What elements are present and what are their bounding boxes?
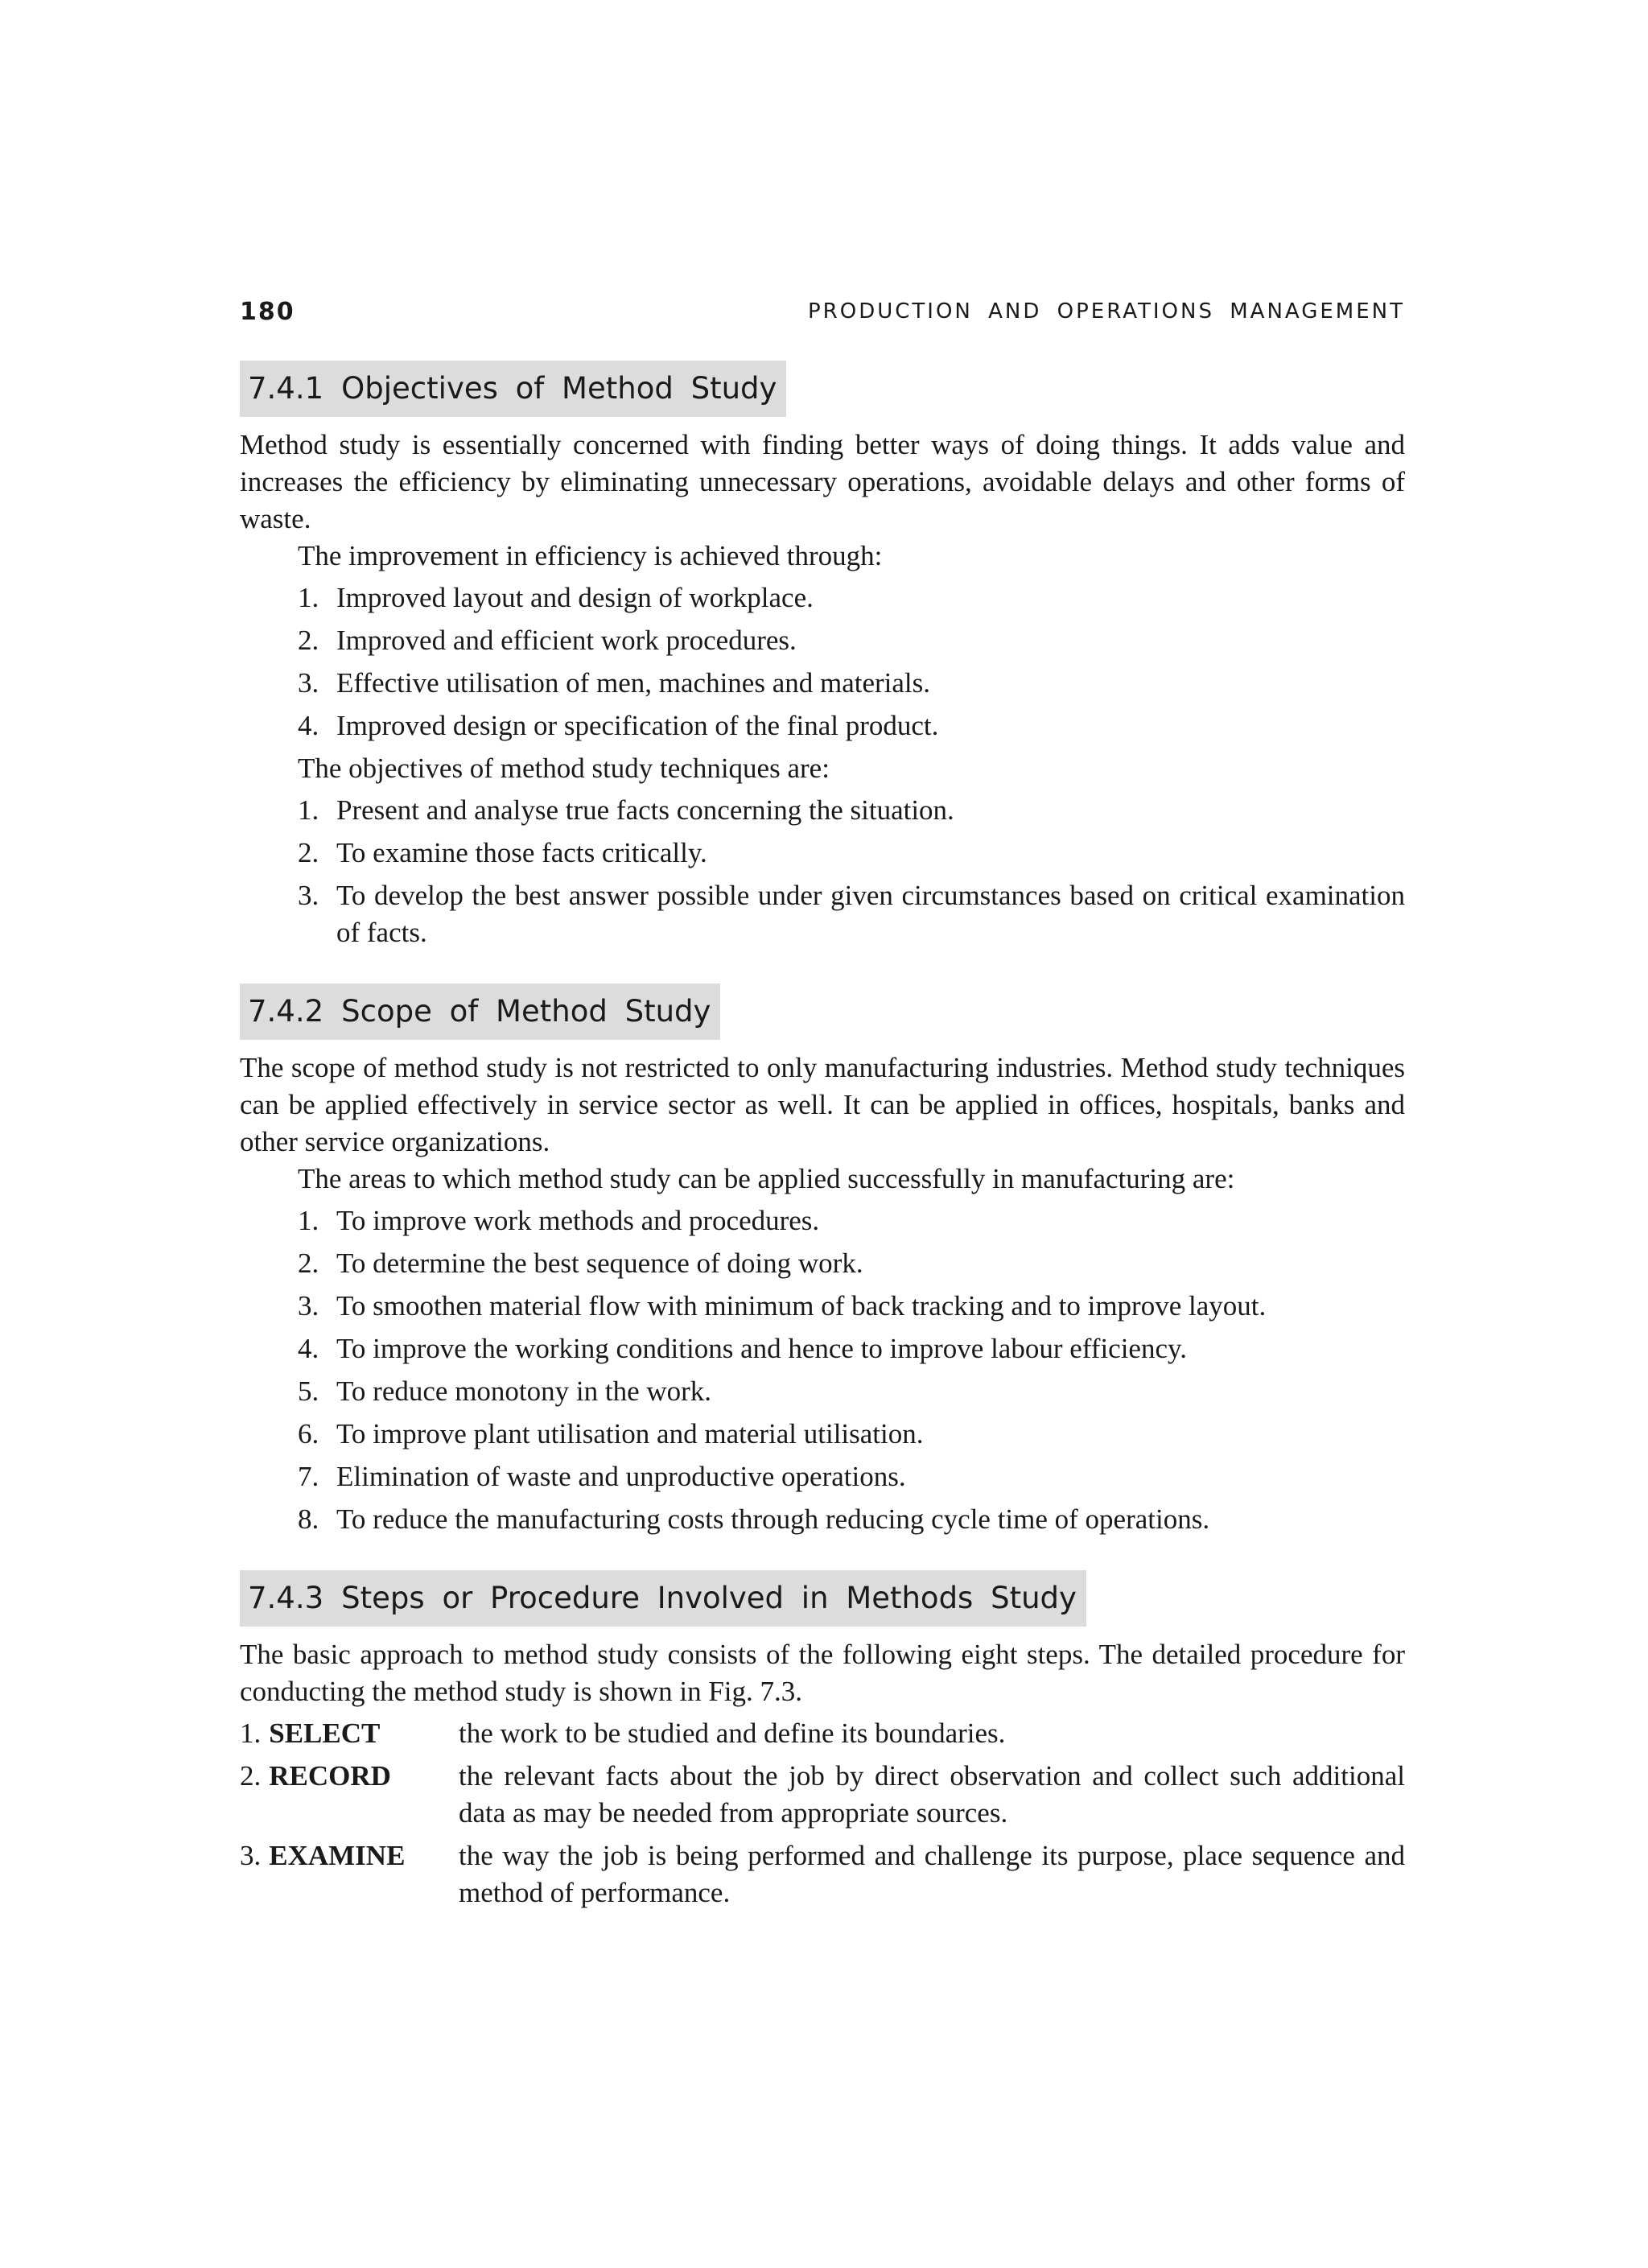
section-paragraph: The basic approach to method study consists of the following eight steps. The detailed procedure for conducting the method study is shown in Fig. 7.3. — [240, 1639, 1405, 1707]
list-item: 2. To determine the best sequence of doing work. — [298, 1247, 863, 1279]
scope-list — [298, 1202, 1405, 1538]
step-text: the relevant facts about the job by direct observation and collect such additional data as may be needed from appropriate sources. — [459, 1760, 1405, 1829]
list-intro: The improvement in efficiency is achieved through: — [298, 540, 883, 571]
improvement-list — [298, 579, 1405, 744]
page-body — [240, 361, 1405, 1917]
section-steps — [240, 1570, 1405, 1911]
section-title: Scope of Method Study — [341, 994, 711, 1029]
list-item: 1. To improve work methods and procedures. — [298, 1205, 820, 1236]
running-header — [240, 298, 1405, 333]
section-number: 7.4.3 — [248, 1581, 324, 1615]
list-item: 1. Present and analyse true facts concerning the situation. — [298, 794, 954, 826]
section-heading — [240, 361, 786, 417]
page-number: 180 — [240, 298, 295, 326]
section-scope — [240, 983, 1405, 1538]
step-number: 2. — [240, 1760, 262, 1792]
section-heading — [240, 983, 720, 1040]
list-intro: The areas to which method study can be applied successfully in manufacturing are: — [298, 1163, 1235, 1194]
section-title: Steps or Procedure Involved in Methods Study — [341, 1581, 1077, 1615]
list-item: 3. To develop the best answer possible under given circumstances based on critical examination of facts. — [298, 880, 1405, 948]
list-item: 3. Effective utilisation of men, machines and materials. — [298, 667, 931, 699]
list-item: 1. Improved layout and design of workplace. — [298, 582, 814, 613]
section-title: Objectives of Method Study — [341, 371, 777, 406]
step-item — [240, 1715, 1405, 1752]
section-number: 7.4.1 — [248, 371, 324, 406]
section-number: 7.4.2 — [248, 994, 324, 1029]
list-item: 8. To reduce the manufacturing costs through reducing cycle time of operations. — [298, 1503, 1210, 1535]
section-paragraph: Method study is essentially concerned with finding better ways of doing things. It adds value and increases the efficiency by eliminating unnecessary operations, avoidable delays and other forms of waste. — [240, 429, 1405, 534]
list-item: 4. Improved design or specification of the final product. — [298, 710, 939, 741]
list-item: 2. To examine those facts critically. — [298, 837, 707, 868]
list-item: 5. To reduce monotony in the work. — [298, 1375, 712, 1407]
list-item: 7. Elimination of waste and unproductive operations. — [298, 1461, 906, 1492]
step-text: the way the job is being performed and challenge its purpose, place sequence and method of performance. — [459, 1840, 1405, 1908]
step-keyword: RECORD — [269, 1760, 391, 1792]
step-text: the work to be studied and define its boundaries. — [459, 1717, 1006, 1749]
list-intro: The objectives of method study techniques are: — [298, 753, 830, 784]
list-item: 3. To smoothen material flow with minimum of back tracking and to improve layout. — [298, 1290, 1267, 1322]
objectives-list — [298, 792, 1405, 951]
steps-list — [240, 1715, 1405, 1911]
step-keyword: SELECT — [269, 1717, 381, 1749]
list-item: 6. To improve plant utilisation and material utilisation. — [298, 1418, 924, 1449]
list-item: 2. Improved and efficient work procedures. — [298, 625, 797, 656]
step-item — [240, 1758, 1405, 1832]
step-number: 1. — [240, 1717, 262, 1749]
section-objectives — [240, 361, 1405, 951]
section-heading — [240, 1570, 1086, 1627]
list-item: 4. To improve the working conditions and hence to improve labour efficiency. — [298, 1333, 1187, 1364]
step-number: 3. — [240, 1840, 262, 1871]
book-title: PRODUCTION AND OPERATIONS MANAGEMENT — [807, 299, 1405, 324]
step-item — [240, 1837, 1405, 1911]
section-paragraph: The scope of method study is not restricted to only manufacturing industries. Method study techniques can be applied effectively in service sector as well. It can be applied in offices, hospitals, banks and other service organizations. — [240, 1052, 1405, 1157]
step-keyword: EXAMINE — [269, 1840, 406, 1871]
